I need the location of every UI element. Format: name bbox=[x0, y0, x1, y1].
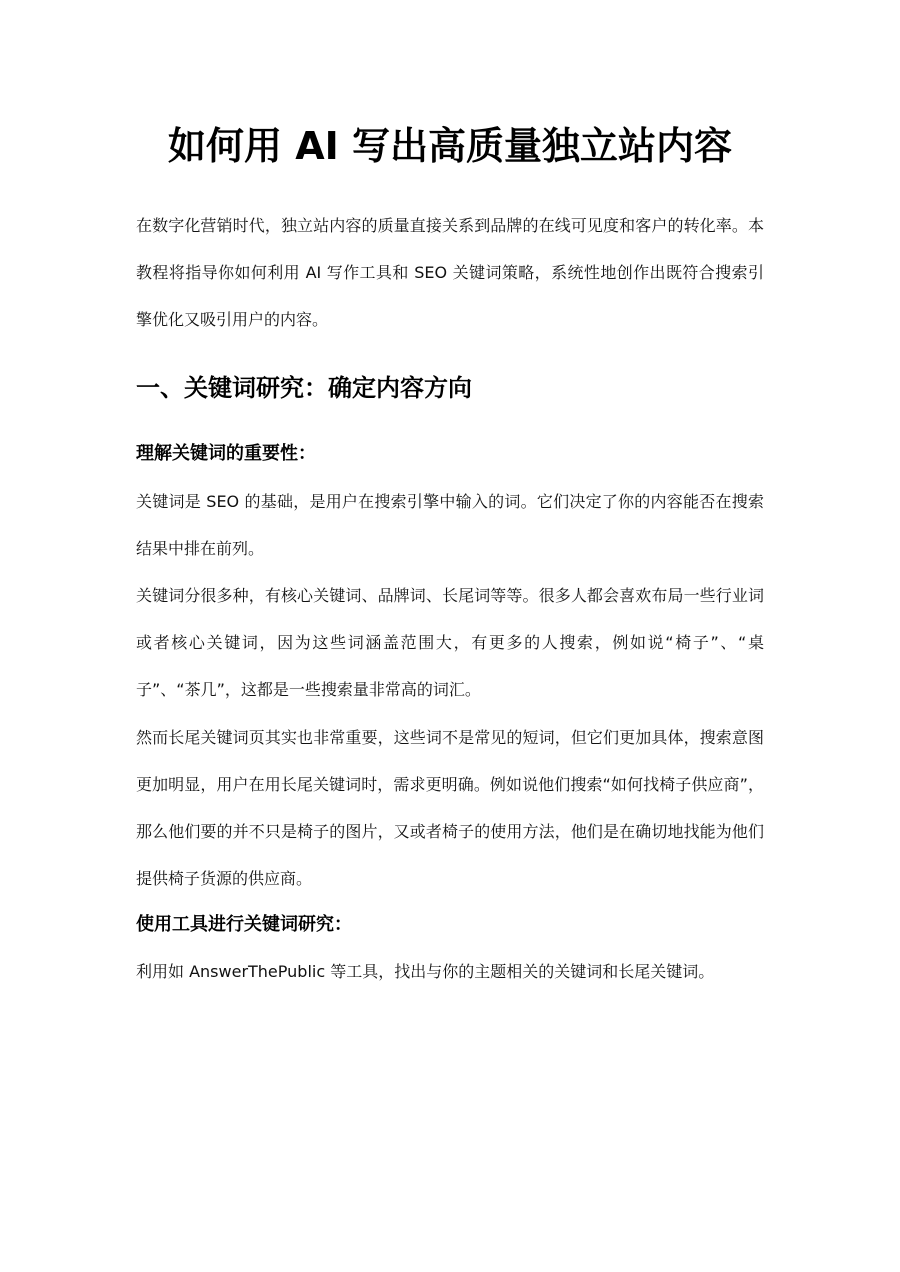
paragraph-keyword-basics: 关键词是 SEO 的基础，是用户在搜索引擎中输入的词。它们决定了你的内容能否在搜索结果中排在前列。 bbox=[136, 492, 764, 558]
subsection-heading-importance: 理解关键词的重要性： bbox=[136, 443, 316, 464]
intro-paragraph: 在数字化营销时代，独立站内容的质量直接关系到品牌的在线可见度和客户的转化率。本教程将指导你如何利用 AI 写作工具和 SEO 关键词策略，系统性地创作出既符合搜索引擎优化又吸引用户的内容。 bbox=[136, 216, 764, 329]
paragraph-long-tail-keywords: 然而长尾关键词页其实也非常重要，这些词不是常见的短词，但它们更加具体，搜索意图更加明显，用户在用长尾关键词时，需求更明确。例如说他们搜索“如何找椅子供应商”，那么他们要的并不只是椅子的图片，又或者椅子的使用方法，他们是在确切地找能为他们提供椅子货源的供应商。 bbox=[136, 728, 764, 888]
section-heading: 一、关键词研究：确定内容方向 bbox=[136, 374, 472, 402]
subsection-heading-tools: 使用工具进行关键词研究： bbox=[136, 914, 352, 935]
document-title: 如何用 AI 写出高质量独立站内容 bbox=[167, 124, 732, 168]
paragraph-keyword-types: 关键词分很多种，有核心关键词、品牌词、长尾词等等。很多人都会喜欢布局一些行业词或者核心关键词，因为这些词涵盖范围大，有更多的人搜索，例如说“椅子”、“桌子”、“茶几”，这都是一些搜索量非常高的词汇。 bbox=[136, 586, 764, 699]
paragraph-keyword-tools: 利用如 AnswerThePublic 等工具，找出与你的主题相关的关键词和长尾关键词。 bbox=[136, 962, 715, 981]
